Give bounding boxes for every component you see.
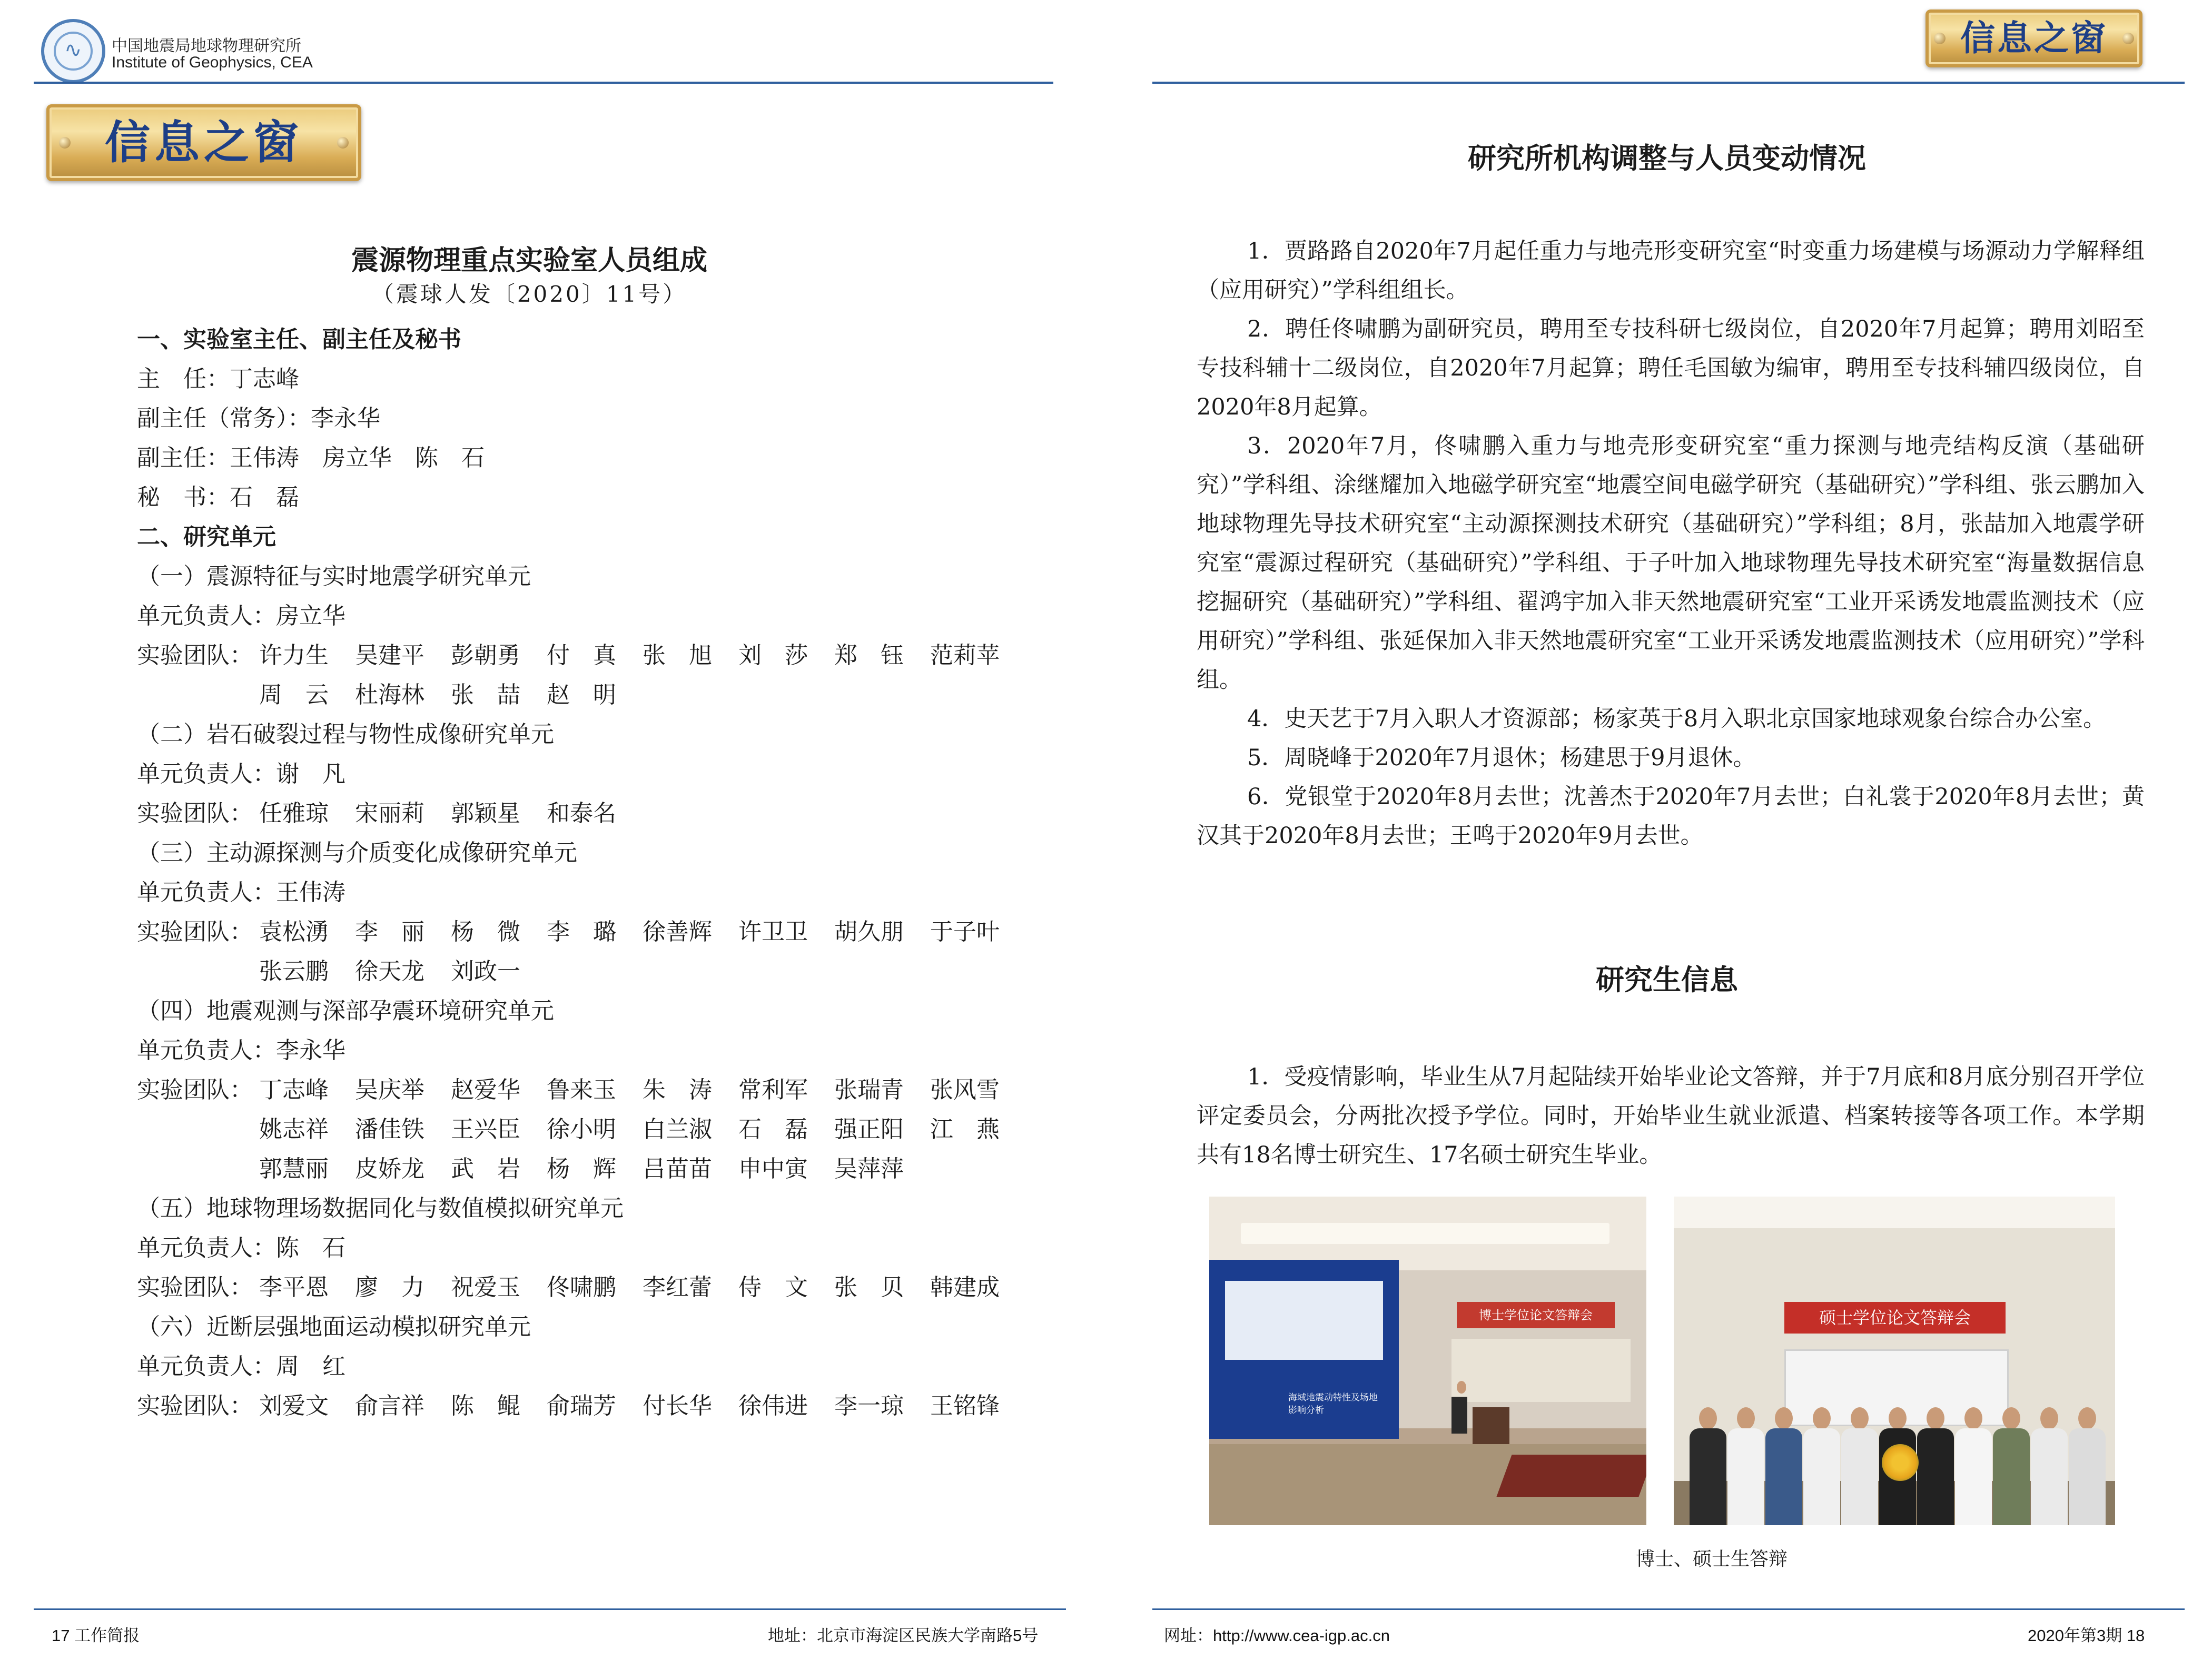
unit-leader: 单元负责人：谢 凡: [137, 761, 345, 787]
team-row: [137, 636, 1043, 676]
masters-defense-photo: [1674, 1197, 2115, 1525]
person-head: [1737, 1407, 1755, 1429]
conference-table: [1496, 1455, 1646, 1497]
executive-deputy-line: 副主任（常务）：李永华: [137, 405, 380, 432]
person-head: [1927, 1407, 1944, 1429]
header-rule-left: [34, 82, 1053, 84]
person-head: [1964, 1407, 1982, 1429]
unit-name: （一）震源特征与实时地震学研究单元: [137, 563, 531, 590]
team-member: 李红蕾: [643, 1274, 712, 1301]
header-rule-right: [1152, 82, 2185, 84]
banner-title: 信息之窗: [105, 116, 303, 169]
team-member: 吴萍萍: [834, 1156, 904, 1182]
team-label: [137, 1110, 259, 1150]
team-label: 实验团队：: [137, 1393, 253, 1419]
team-label: 实验团队：: [137, 642, 253, 669]
banner-rivet-icon: [2122, 33, 2134, 44]
team-row: [137, 794, 1043, 834]
team-member: 范莉苹: [930, 642, 1000, 669]
team-label: 实验团队：: [137, 1077, 253, 1103]
team-label: 实验团队：: [137, 800, 253, 827]
team-label: 实验团队：: [137, 919, 253, 945]
team-member: 刘爱文: [259, 1393, 329, 1419]
banner-title: 信息之窗: [1960, 18, 2108, 58]
team-member: 张云鹏: [259, 958, 329, 985]
team-member: 宋丽莉: [355, 800, 424, 827]
footer-rule-left: [34, 1608, 1066, 1610]
graduate-info: [1197, 1058, 2145, 1174]
footer-rule-right: [1152, 1608, 2185, 1610]
team-member: 陈 鲲: [451, 1393, 520, 1419]
person-head: [1775, 1407, 1793, 1429]
team-row: [137, 952, 1043, 992]
team-member: 李平恩: [259, 1274, 329, 1301]
unit-leader: 单元负责人：陈 石: [137, 1235, 345, 1261]
team-member: 于子叶: [930, 919, 1000, 945]
team-member: 张风雪: [930, 1077, 1000, 1103]
team-row: [137, 1268, 1043, 1308]
person-body: [2069, 1428, 2106, 1525]
page-number-right: 2020年第3期 18: [2028, 1626, 2145, 1645]
team-member: 许力生: [259, 642, 329, 669]
team-member: 佟啸鹏: [547, 1274, 616, 1301]
team-member: 皮娇龙: [355, 1156, 424, 1182]
seismic-wave-icon: ∿: [64, 38, 82, 62]
website: 网址：http://www.cea-igp.ac.cn: [1164, 1626, 1390, 1645]
team-member: 强正阳: [834, 1116, 904, 1143]
team-member: 鲁来玉: [547, 1077, 616, 1103]
team-member: 杨 辉: [547, 1156, 616, 1182]
institute-name-en: Institute of Geophysics, CEA: [112, 54, 313, 71]
team-member: 白兰淑: [643, 1116, 712, 1143]
speaker-figure: [1451, 1397, 1467, 1434]
team-row: [137, 1071, 1043, 1110]
person-body: [1803, 1428, 1840, 1525]
unit-name: （三）主动源探测与介质变化成像研究单元: [137, 840, 577, 866]
person-head: [1889, 1407, 1907, 1429]
team-member: 徐伟进: [738, 1393, 808, 1419]
team-member: 周 云: [259, 682, 329, 708]
person-head: [2040, 1407, 2058, 1429]
team-member: 徐善辉: [643, 919, 712, 945]
personnel-change-item: 2．聘任佟啸鹏为副研究员，聘用至专技科研七级岗位，自2020年7月起算；聘用刘昭至专技科辅十二级岗位，自2020年7月起算；聘任毛国敏为编审，聘用至专技科辅四级岗位，自2020年8月起算。: [1197, 316, 2145, 420]
institute-logo: [41, 19, 105, 83]
team-member: 任雅琼: [259, 800, 329, 827]
team-member: 祝爱玉: [451, 1274, 520, 1301]
page-number-left: 17 工作简报: [52, 1626, 140, 1645]
flower-bouquet-icon: [1882, 1444, 1919, 1481]
team-member: 郭颖星: [451, 800, 520, 827]
defense-banner: 硕士学位论文答辩会: [1784, 1302, 2006, 1334]
person-body: [1690, 1428, 1726, 1525]
section-banner-right: [1925, 9, 2142, 67]
person-head: [1699, 1407, 1717, 1429]
unit-name: （六）近断层强地面运动模拟研究单元: [137, 1314, 531, 1340]
director-line: 主 任：丁志峰: [137, 366, 299, 392]
team-member: 李 丽: [355, 919, 424, 945]
article-title: 震源物理重点实验室人员组成: [351, 244, 707, 276]
team-member: 廖 力: [355, 1274, 424, 1301]
secretary-line: 秘 书：石 磊: [137, 484, 299, 511]
team-member: 俞瑞芳: [547, 1393, 616, 1419]
team-label: [137, 676, 259, 715]
team-member: 和泰名: [547, 800, 616, 827]
institute-name-cn: 中国地震局地球物理研究所: [112, 37, 301, 55]
personnel-change-item: 6．党银堂于2020年8月去世；沈善杰于2020年7月去世；白礼裳于2020年8月去世；黄汉其于2020年8月去世；王鸣于2020年9月去世。: [1197, 784, 2145, 849]
unit-name: （五）地球物理场数据同化与数值模拟研究单元: [137, 1195, 624, 1222]
team-member: 赵 明: [547, 682, 616, 708]
document-number: （震球人发〔2020〕11号）: [371, 281, 687, 307]
team-member: 郭慧丽: [259, 1156, 329, 1182]
deputy-directors-line: 副主任：王伟涛 房立华 陈 石: [137, 445, 485, 471]
team-member: 杜海林: [355, 682, 424, 708]
team-member: 吕苗苗: [643, 1156, 712, 1182]
team-member: 郑 钰: [834, 642, 904, 669]
lab-personnel-list: [137, 320, 1043, 1426]
personnel-change-item: 5．周晓峰于2020年7月退休；杨建思于9月退休。: [1247, 745, 1756, 771]
team-member: 彭朝勇: [451, 642, 520, 669]
team-member: 胡久朋: [834, 919, 904, 945]
person-body: [1841, 1428, 1878, 1525]
personnel-change-item: 3．2020年7月，佟啸鹏入重力与地壳形变研究室“重力探测与地壳结构反演（基础研究）”学科组、涂继耀加入地磁学研究室“地震空间电磁学研究（基础研究）”学科组、张云鹏加入地球物理先导技术研究室“主动源探测技术研究（基础研究）”学科组；8月，张喆加入地震学研究室“震源过程研究（基础研究）”学科组、于子叶加入地球物理先导技术研究室“海量数据信息挖掘研究（基础研究）”学科组、翟鸿宇加入非天然地震研究室“工业开采诱发地震监测技术（应用研究）”学科组、张延保加入非天然地震研究室“工业开采诱发地震监测技术（应用研究）”学科组。: [1197, 433, 2145, 693]
person-head: [1813, 1407, 1831, 1429]
team-member: 徐小明: [547, 1116, 616, 1143]
defense-banner: 博士学位论文答辩会: [1457, 1302, 1615, 1328]
unit-leader: 单元负责人：王伟涛: [137, 879, 345, 906]
team-label: [137, 1150, 259, 1189]
unit-leader: 单元负责人：周 红: [137, 1353, 345, 1380]
team-member: 武 岩: [451, 1156, 520, 1182]
team-member: 吴庆举: [355, 1077, 424, 1103]
person-head: [1851, 1407, 1869, 1429]
person-body: [1955, 1428, 1992, 1525]
team-member: 俞言祥: [355, 1393, 424, 1419]
screen-title: 海域地震动特性及场地影响分析: [1288, 1393, 1378, 1416]
section-banner-left: [46, 104, 361, 181]
section-title: 研究生信息: [1596, 963, 1738, 996]
team-row: [137, 1110, 1043, 1150]
team-member: 丁志峰: [259, 1077, 329, 1103]
unit-name: （二）岩石破裂过程与物性成像研究单元: [137, 721, 554, 748]
photo-caption: 博士、硕士生答辩: [1635, 1548, 1788, 1570]
team-member: 潘佳铁: [355, 1116, 424, 1143]
address: 地址：北京市海淀区民族大学南路5号: [768, 1626, 1039, 1645]
person-body: [1727, 1428, 1764, 1525]
team-member: 刘政一: [451, 958, 520, 985]
research-units: [137, 557, 1043, 1426]
phd-defense-photo: [1209, 1197, 1646, 1525]
unit-leader: 单元负责人：房立华: [137, 603, 345, 629]
team-member: 王兴臣: [451, 1116, 520, 1143]
team-member: 袁松湧: [259, 919, 329, 945]
team-member: 许卫卫: [738, 919, 808, 945]
team-member: 申中寅: [738, 1156, 808, 1182]
team-label: [137, 952, 259, 992]
team-label: 实验团队：: [137, 1274, 253, 1301]
article-title: 研究所机构调整与人员变动情况: [1468, 141, 1866, 175]
personnel-change-item: 4．史天艺于7月入职人才资源部；杨家英于8月入职北京国家地球观象台综合办公室。: [1247, 706, 2106, 732]
team-member: 张 贝: [834, 1274, 904, 1301]
person-body: [1765, 1428, 1802, 1525]
team-member: 王铭锋: [930, 1393, 1000, 1419]
section-heading: 二、研究单元: [137, 524, 276, 550]
banner-rivet-icon: [1934, 33, 1946, 44]
banner-rivet-icon: [59, 137, 71, 149]
graduate-paragraph: 1．受疫情影响，毕业生从7月起陆续开始毕业论文答辩，并于7月底和8月底分别召开学位评定委员会，分两批次授予学位。同时，开始毕业生就业派遣、档案转接等各项工作。本学期共有18名博士研究生、17名硕士研究生毕业。: [1197, 1064, 2145, 1168]
personnel-change-item: 1．贾路路自2020年7月起任重力与地壳形变研究室“时变重力场建模与场源动力学解释组（应用研究）”学科组组长。: [1197, 238, 2145, 303]
team-member: 李 璐: [547, 919, 616, 945]
person-head: [2078, 1407, 2096, 1429]
team-member: 杨 微: [451, 919, 520, 945]
team-member: 朱 涛: [643, 1077, 712, 1103]
team-member: 侍 文: [738, 1274, 808, 1301]
section-heading: 一、实验室主任、副主任及秘书: [137, 326, 461, 353]
team-member: 姚志祥: [259, 1116, 329, 1143]
person-body: [1917, 1428, 1954, 1525]
person-head: [2002, 1407, 2020, 1429]
unit-name: （四）地震观测与深部孕震环境研究单元: [137, 998, 554, 1024]
banner-rivet-icon: [337, 137, 349, 149]
team-member: 付长华: [643, 1393, 712, 1419]
team-member: 石 磊: [738, 1116, 808, 1143]
team-member: 刘 莎: [738, 642, 808, 669]
team-member: 常利军: [738, 1077, 808, 1103]
team-member: 张 喆: [451, 682, 520, 708]
projection-screen: [1209, 1260, 1399, 1439]
team-row: [137, 1150, 1043, 1189]
team-member: 吴建平: [355, 642, 424, 669]
person-body: [2031, 1428, 2068, 1525]
personnel-changes: [1197, 232, 2145, 855]
team-member: 赵爱华: [451, 1077, 520, 1103]
team-row: [137, 1387, 1043, 1426]
team-member: 付 真: [547, 642, 616, 669]
team-member: 李一琼: [834, 1393, 904, 1419]
team-row: [137, 676, 1043, 715]
unit-leader: 单元负责人：李永华: [137, 1037, 345, 1064]
team-row: [137, 913, 1043, 952]
team-member: 韩建成: [930, 1274, 1000, 1301]
team-member: 张瑞青: [834, 1077, 904, 1103]
person-body: [1993, 1428, 2030, 1525]
team-member: 江 燕: [930, 1116, 1000, 1143]
team-member: 张 旭: [643, 642, 712, 669]
team-member: 徐天龙: [355, 958, 424, 985]
